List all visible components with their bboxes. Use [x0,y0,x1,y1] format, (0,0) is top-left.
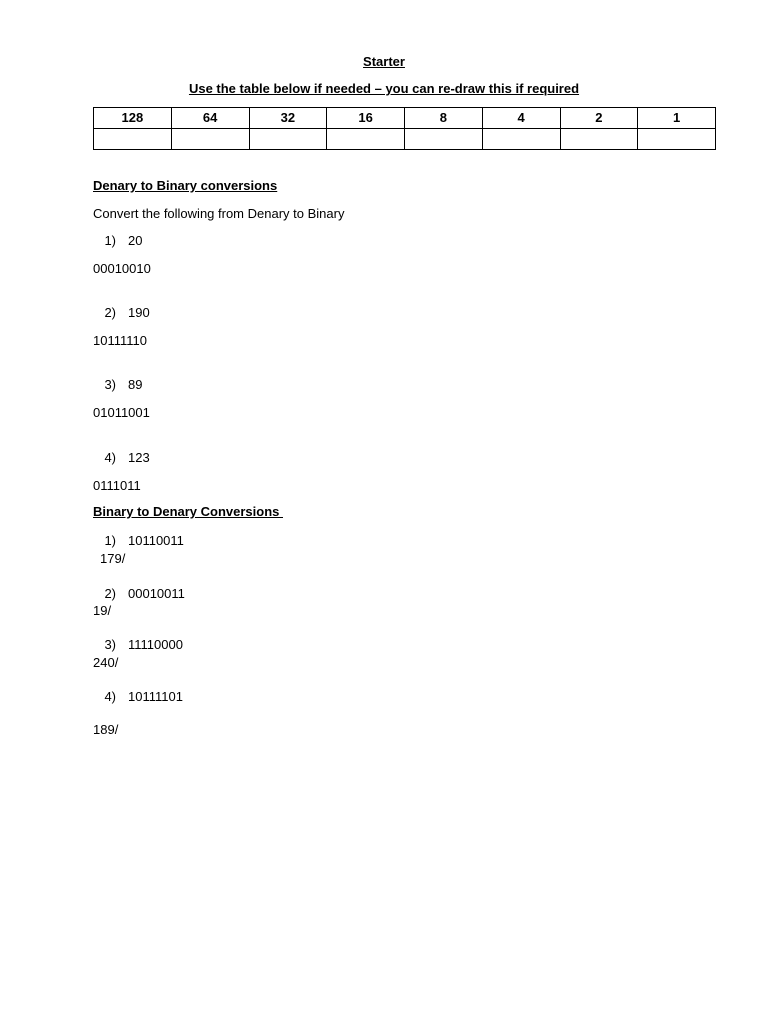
place-value-cell: 32 [249,108,327,129]
place-value-cell: 4 [482,108,560,129]
section-instruction: Convert the following from Denary to Binary [93,206,345,221]
section-heading-denary-to-binary: Denary to Binary conversions [93,178,278,193]
question-number: 2) [104,586,116,601]
question-item [93,637,183,653]
place-value-cell: 64 [171,108,249,129]
answer-text: 189/ [93,722,119,737]
place-value-cell: 128 [94,108,172,129]
question-value: 11110000 [128,637,183,652]
place-value-cell: 1 [638,108,716,129]
answer-text: 0111011 [93,478,141,493]
question-number: 1) [104,533,116,548]
answer-text: 01011001 [93,405,150,420]
place-value-cell: 2 [560,108,638,129]
question-item [93,689,183,705]
question-value: 190 [128,305,150,320]
question-item [93,233,142,249]
blank-cell [560,129,638,150]
question-value: 20 [128,233,143,248]
question-value: 10110011 [128,533,184,548]
question-number: 1) [104,233,116,248]
question-item [93,450,150,466]
place-value-header-row [94,108,716,129]
blank-cell [94,129,172,150]
answer-text: 240/ [93,655,119,670]
question-number: 4) [104,689,116,704]
answer-text: 179/ [100,551,126,566]
question-number: 3) [104,637,116,652]
blank-cell [327,129,405,150]
blank-cell [638,129,716,150]
question-value: 123 [128,450,150,465]
section-heading-binary-to-denary: Binary to Denary Conversions [93,504,283,519]
question-value: 00010011 [128,586,185,601]
answer-text: 19/ [93,603,112,618]
place-value-cell: 16 [327,108,405,129]
question-value: 10111101 [128,689,183,704]
blank-cell [171,129,249,150]
question-item [93,305,150,321]
blank-cell [482,129,560,150]
question-item [93,533,184,549]
page-title: Starter [363,54,405,69]
place-value-table [93,107,716,150]
page-subtitle: Use the table below if needed – you can re-draw this if required [188,81,580,96]
answer-text: 00010010 [93,261,151,276]
place-value-blank-row [94,129,716,150]
answer-text: 10111110 [93,333,147,348]
question-number: 3) [104,377,116,392]
blank-cell [405,129,483,150]
question-number: 2) [104,305,116,320]
question-item [93,377,142,393]
place-value-cell: 8 [405,108,483,129]
question-value: 89 [128,377,143,392]
blank-cell [249,129,327,150]
question-number: 4) [104,450,116,465]
question-item [93,586,185,602]
